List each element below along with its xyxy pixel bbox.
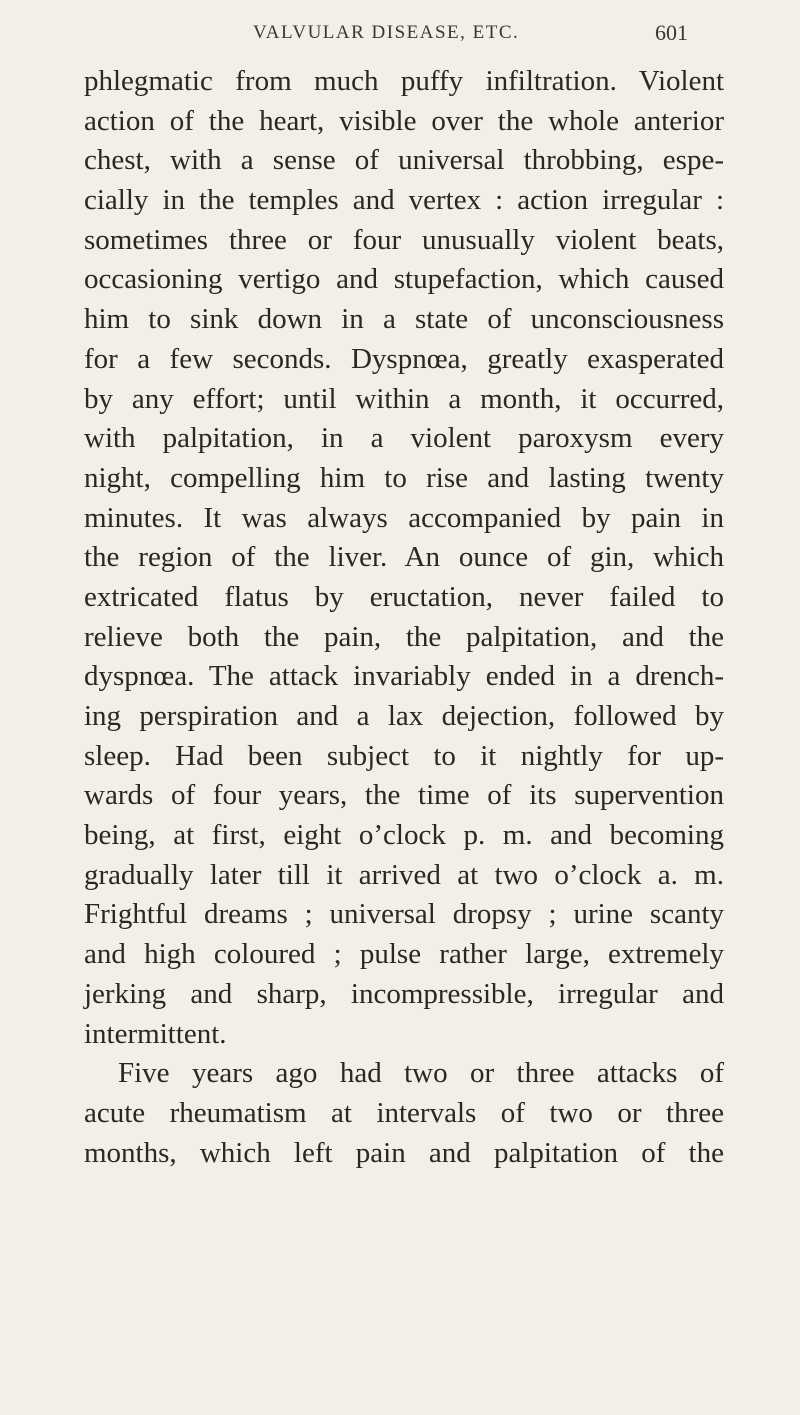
text-line: ing perspiration and a lax dejection, followed by	[84, 700, 724, 732]
text-line: jerking and sharp, incompressible, irregular and	[84, 977, 724, 1010]
text-line: cially in the temples and vertex : action irregular :	[84, 184, 724, 217]
text-line: being, at first, eight o’clock p. m. and becoming	[84, 819, 724, 852]
text-line: occasioning vertigo and stupefaction, which caused	[84, 263, 724, 296]
text-line: gradually later till it arrived at two o’clock a. m.	[84, 858, 724, 891]
text-line: for a few seconds. Dyspnœa, greatly exasperated	[84, 342, 724, 375]
text-line: sometimes three or four unusually violent beats,	[84, 223, 724, 256]
text-line: Frightful dreams ; universal dropsy ; urine scanty	[84, 898, 724, 931]
text-line: the region of the liver. An ounce of gin, which	[84, 541, 724, 574]
text-line: action of the heart, visible over the whole anterior	[84, 104, 724, 137]
text-line: intermittent.	[84, 1017, 227, 1050]
page-number: 601	[655, 20, 688, 45]
text-line: sleep. Had been subject to it nightly for up-	[84, 739, 724, 772]
text-line: wards of four years, the time of its supervention	[84, 779, 724, 812]
text-line: phlegmatic from much puffy infiltration. Violent	[84, 65, 724, 97]
text-line: relieve both the pain, the palpitation, and the	[84, 620, 724, 653]
running-head	[0, 14, 800, 48]
text-line: with palpitation, in a violent paroxysm every	[84, 422, 724, 455]
paragraph-2	[84, 1054, 724, 1173]
text-line: and high coloured ; pulse rather large, extremely	[84, 938, 724, 971]
running-title: VALVULAR DISEASE, ETC.	[253, 22, 520, 43]
text-line: chest, with a sense of universal throbbing, espe-	[84, 144, 724, 177]
body-text	[84, 62, 724, 1173]
text-line: dyspnœa. The attack invariably ended in a drench-	[84, 660, 724, 693]
text-line: months, which left pain and palpitation of the	[84, 1136, 724, 1169]
text-line: him to sink down in a state of unconsciousness	[84, 303, 724, 336]
text-line: night, compelling him to rise and lasting twenty	[84, 461, 724, 494]
text-line: by any effort; until within a month, it occurred,	[84, 382, 724, 415]
text-line: Five years ago had two or three attacks of	[118, 1057, 724, 1090]
text-line: minutes. It was always accompanied by pain in	[84, 501, 724, 534]
paragraph-1	[84, 62, 724, 1054]
text-line: acute rheumatism at intervals of two or three	[84, 1096, 724, 1129]
text-line: extricated flatus by eructation, never failed to	[84, 580, 724, 613]
